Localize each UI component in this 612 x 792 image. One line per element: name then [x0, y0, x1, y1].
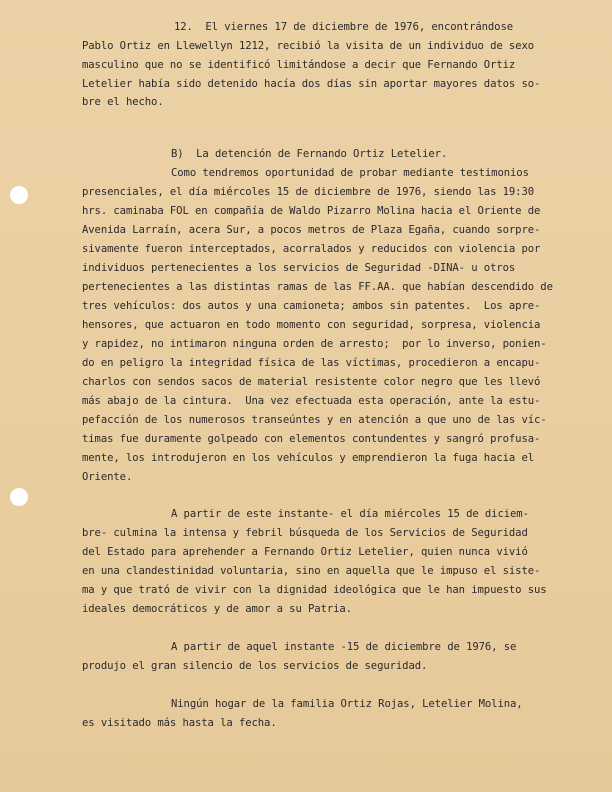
text-line: produjo el gran silencio de los servicios de seguridad.: [82, 660, 428, 672]
text-line: hrs. caminaba FOL en compañía de Waldo Pizarro Molina hacia el Oriente de: [82, 205, 541, 217]
text-line: hensores, que actuaron en todo momento con seguridad, sorpresa, violencia: [82, 319, 541, 331]
text-line: 12. El viernes 17 de diciembre de 1976, encontrándose: [174, 21, 514, 33]
text-line: pertenecientes a las distintas ramas de las FF.AA. que habían descendido de: [82, 281, 553, 293]
text-line: A partir de este instante- el día miércoles 15 de diciem-: [171, 508, 529, 520]
text-line: timas fue duramente golpeado con elementos contundentes y sangró profusa-: [82, 433, 541, 445]
text-line: ideales democráticos y de amor a su Patria.: [82, 603, 352, 615]
text-line: Avenida Larraín, acera Sur, a pocos metros de Plaza Egaña, cuando sorpre-: [82, 224, 541, 236]
text-line: tres vehículos: dos autos y una camioneta; ambos sin patentes. Los apre-: [82, 300, 541, 312]
text-line: presenciales, el día miércoles 15 de diciembre de 1976, siendo las 19:30: [82, 186, 535, 198]
text-line: y rapidez, no intimaron ninguna orden de arresto; por lo inverso, ponien-: [82, 338, 547, 350]
text-line: mente, los introdujeron en los vehículos y emprendieron la fuga hacia el: [82, 452, 535, 464]
text-line: Letelier había sido detenido hacía dos días sin aportar mayores datos so-: [82, 78, 541, 90]
text-line: Ningún hogar de la familia Ortiz Rojas, Letelier Molina,: [171, 698, 523, 710]
text-line: A partir de aquel instante -15 de diciembre de 1976, se: [171, 641, 517, 653]
text-line: do en peligro la integridad física de las víctimas, procedieron a encapu-: [82, 357, 541, 369]
punch-hole-top: [10, 186, 28, 204]
text-line: más abajo de la cintura. Una vez efectuada esta operación, ante la estu-: [82, 395, 541, 407]
text-line: es visitado más hasta la fecha.: [82, 717, 277, 729]
text-line: bre- culmina la intensa y febril búsqueda de los Servicios de Seguridad: [82, 527, 528, 539]
text-line: sivamente fueron interceptados, acorralados y reducidos con violencia por: [82, 243, 541, 255]
text-line: Oriente.: [82, 471, 133, 483]
section-heading: B) La detención de Fernando Ortiz Letelier.: [171, 148, 448, 160]
text-line: pefacción de los numerosos transeúntes y en atención a que uno de las víc-: [82, 414, 547, 426]
text-line: Como tendremos oportunidad de probar mediante testimonios: [171, 167, 529, 179]
text-line: individuos pertenecientes a los servicios de Seguridad -DINA- u otros: [82, 262, 516, 274]
text-line: Pablo Ortiz en Llewellyn 1212, recibió la visita de un individuo de sexo: [82, 40, 535, 52]
text-line: ma y que trató de vivir con la dignidad ideológica que le han impuesto sus: [82, 584, 547, 596]
text-line: charlos con sendos sacos de material resistente color negro que les llevó: [82, 376, 541, 388]
text-line: masculino que no se identificó limitándose a decir que Fernando Ortiz: [82, 59, 516, 71]
text-line: del Estado para aprehender a Fernando Ortiz Letelier, quien nunca vivió: [82, 546, 528, 558]
punch-hole-bottom: [10, 488, 28, 506]
text-line: bre el hecho.: [82, 96, 164, 108]
text-line: en una clandestinidad voluntaria, sino en aquella que le impuso el siste-: [82, 565, 541, 577]
